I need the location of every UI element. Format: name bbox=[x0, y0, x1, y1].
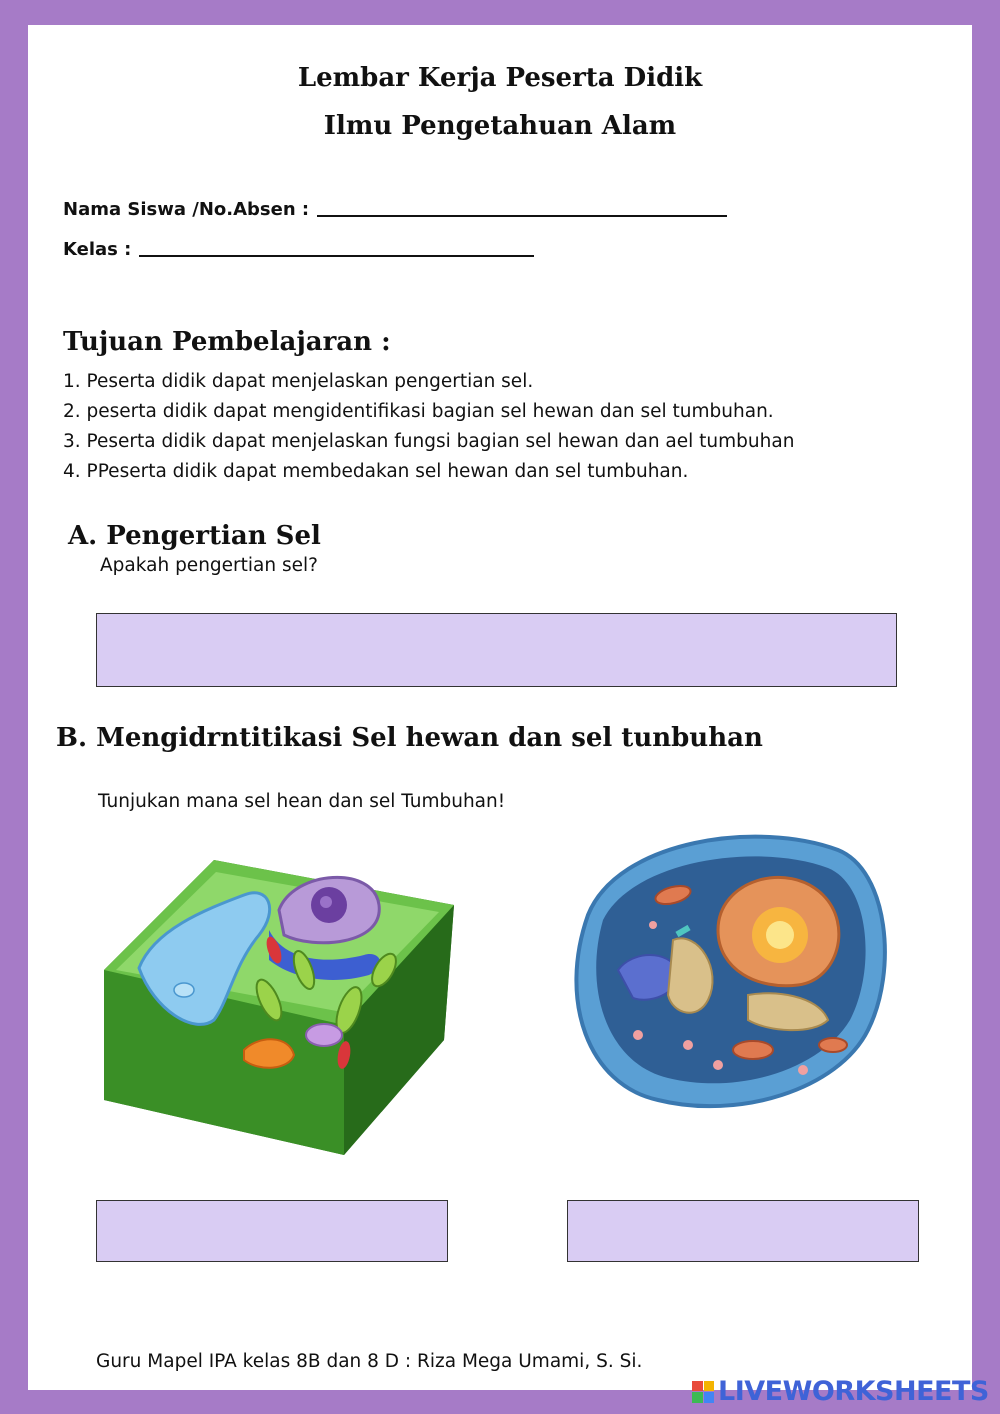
student-name-line[interactable] bbox=[317, 215, 727, 217]
animal-cell-image bbox=[558, 820, 894, 1120]
section-a-question: Apakah pengertian sel? bbox=[100, 555, 318, 576]
class-label: Kelas : bbox=[63, 239, 132, 260]
objective-item: 2. peserta didik dapat mengidentifikasi bagian sel hewan dan sel tumbuhan. bbox=[63, 401, 774, 422]
class-field bbox=[63, 239, 534, 260]
plant-cell-image bbox=[94, 850, 460, 1160]
worksheet-title: Lembar Kerja Peserta Didik bbox=[297, 63, 703, 93]
section-b-instruction: Tunjukan mana sel hean dan sel Tumbuhan! bbox=[98, 791, 506, 812]
cell-definition-answer-box[interactable] bbox=[96, 613, 897, 687]
plant-cell-answer-box[interactable] bbox=[96, 1200, 448, 1262]
section-a-heading: A. Pengertian Sel bbox=[68, 521, 321, 551]
worksheet-page bbox=[28, 25, 972, 1390]
teacher-credit: Guru Mapel IPA kelas 8B dan 8 D : Riza Mega Umami, S. Si. bbox=[96, 1351, 643, 1372]
student-name-field bbox=[63, 199, 727, 220]
objectives-heading: Tujuan Pembelajaran : bbox=[63, 327, 391, 357]
animal-cell-answer-box[interactable] bbox=[567, 1200, 919, 1262]
subject-title: Ilmu Pengetahuan Alam bbox=[323, 111, 677, 141]
class-line[interactable] bbox=[139, 255, 534, 257]
section-b-heading: B. Mengidrntitikasi Sel hewan dan sel tunbuhan bbox=[56, 723, 763, 753]
objective-item: 4. PPeserta didik dapat membedakan sel hewan dan sel tumbuhan. bbox=[63, 461, 689, 482]
watermark-text: LIVEWORKSHEETS bbox=[718, 1376, 989, 1407]
liveworksheets-watermark[interactable] bbox=[692, 1376, 989, 1407]
objective-item: 1. Peserta didik dapat menjelaskan pengertian sel. bbox=[63, 371, 534, 392]
liveworksheets-logo-icon bbox=[692, 1381, 714, 1403]
student-name-label: Nama Siswa /No.Absen : bbox=[63, 199, 310, 220]
objective-item: 3. Peserta didik dapat menjelaskan fungsi bagian sel hewan dan ael tumbuhan bbox=[63, 431, 795, 452]
objectives-list bbox=[63, 367, 794, 487]
